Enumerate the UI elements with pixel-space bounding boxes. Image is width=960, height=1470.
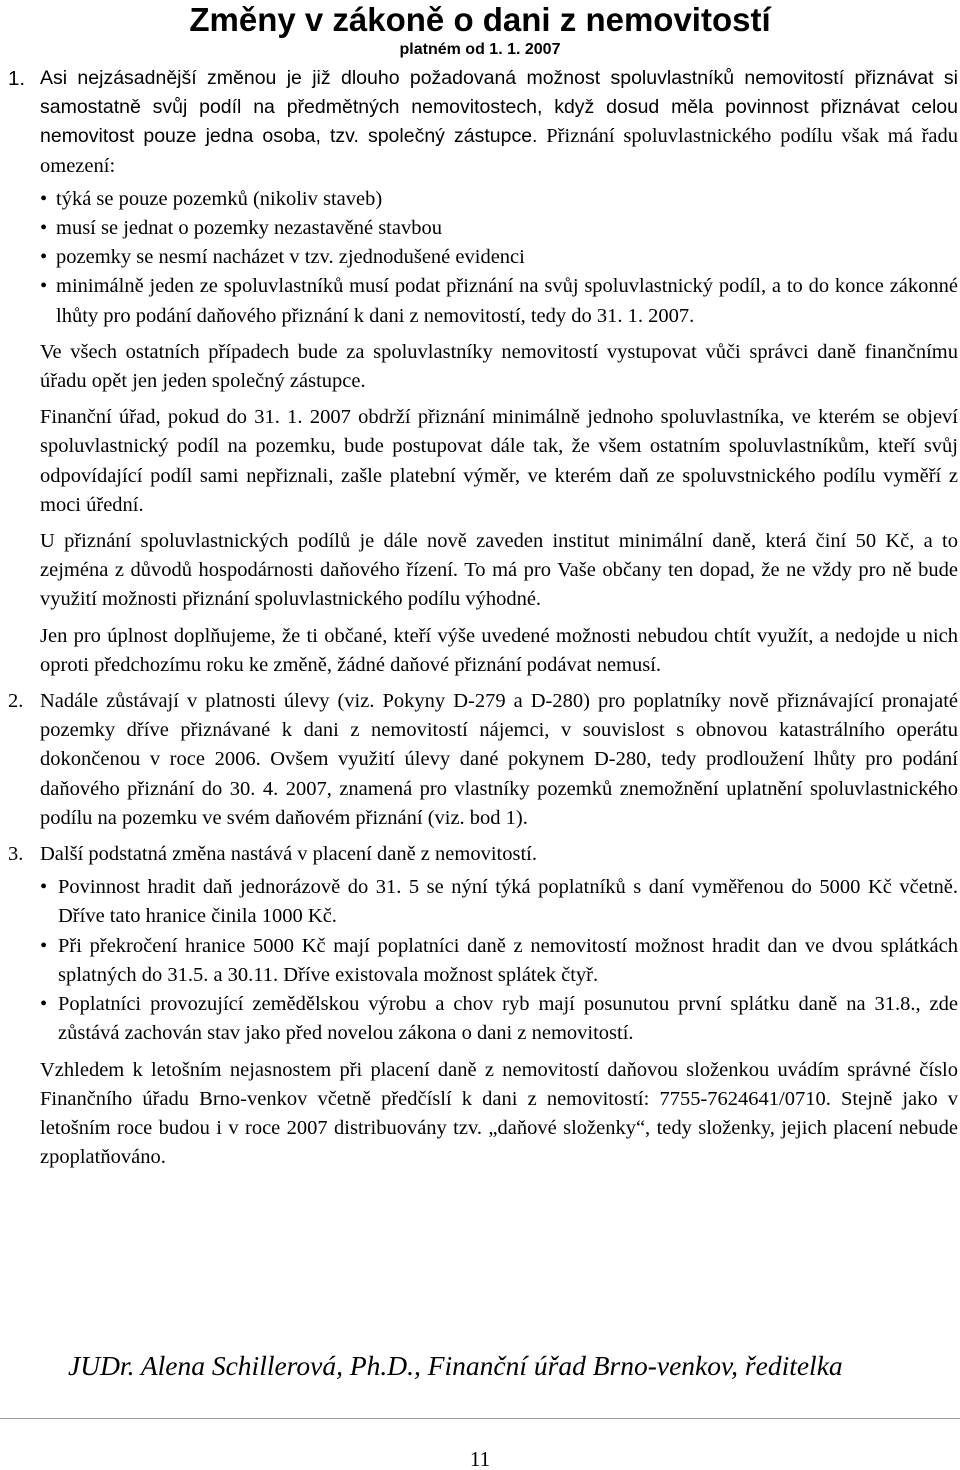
section-2 (8, 687, 958, 833)
paragraph: Další podstatná změna nastává v placení daně z nemovitostí. (40, 843, 537, 866)
section-content (40, 64, 958, 680)
section-content (40, 687, 958, 833)
lead-text: Asi nejzásadnější změnou je již dlouho požadovaná možnost spoluvlastníků nemovitostí přiznávat si samostatně svůj podíl na předmětných nemovitostech, když dosud měla povinnost přiznávat celou nemovitost pouze jedna osoba, tzv. společný zástupce. (40, 67, 958, 148)
restriction-list (40, 185, 958, 331)
list-item: • Při překročení hranice 5000 Kč mají poplatníci daně z nemovitostí možnost hradit dan ve dvou splátkách splatných do 31.5. a 30.11. Dříve existovala možnost splátek čtyř. (40, 932, 958, 990)
paragraph: Vzhledem k letošním nejasnostem při placení daně z nemovitostí daňovou složenkou uvádím správné číslo Finančního úřadu Brno-venkov včetně předčíslí k dani z nemovitostí: 7755-7624641/0710. Stejně jako v letošním roce budou i v roce 2007 distribuovány tzv. „daňové složenky“, tedy složenky, jejich placení nebude zpoplatňováno. (40, 1058, 958, 1169)
section-number: 2. (8, 690, 24, 713)
page-title: Změny v zákoně o dani z nemovitostí (189, 1, 771, 38)
paragraph (40, 64, 958, 181)
lead-text-serif: Přiznání spoluvlastnického podílu však má řadu omezení: (40, 125, 959, 177)
list-item: • Poplatníci provozující zemědělskou výrobu a chov ryb mají posunutou první splátku daně na 31.8., zde zůstává zachován stav jako před novelou zákona o dani z nemovitostí. (40, 990, 958, 1048)
payment-list (40, 873, 958, 1048)
signature: JUDr. Alena Schillerová, Ph.D., Finanční úřad Brno-venkov, ředitelka (68, 1350, 843, 1381)
paragraph: Finanční úřad, pokud do 31. 1. 2007 obdrží přiznání minimálně jednoho spoluvlastníka, ve kterém se objeví spoluvlastnický podíl na pozemku, bude postupovat dále tak, že všem ostatním spoluvlastníkům, kteří svůj odpovídající podíl sami nepřiznali, zašle platební výměr, ve kterém daň ze spoluvstnického podílu vyměří z moci úřední. (40, 406, 958, 516)
section-1 (8, 64, 958, 680)
paragraph: Nadále zůstávají v platnosti úlevy (viz. Pokyny D-279 a D-280) pro poplatníky nově přiznávající pronajaté pozemky dříve přiznávané k dani z nemovitostí nájemci, v souvislost s obnovou katastrálního operátu dokončenou v roce 2006. Ovšem využití úlevy dané pokynem D-280, tedy prodloužení lhůty pro podání daňového přiznání do 30. 4. 2007, znamená pro vlastníky pozemků znemožnění uplatnění spoluvlastnického podílu na pozemku ve svém daňovém přiznání (viz. bod 1). (40, 690, 958, 829)
page-subtitle: platném od 1. 1. 2007 (399, 41, 561, 58)
section-content (40, 840, 958, 1172)
paragraph: Jen pro úplnost doplňujeme, že ti občané, kteří výše uvedené možnosti nebudou chtít využít, a nedojde u nich oproti předchozímu roku ke změně, žádné daňové přiznání podávat nemusí. (40, 624, 958, 676)
paragraph: Ve všech ostatních případech bude za spoluvlastníky nemovitostí vystupovat vůči správci daně finančnímu úřadu opět jen jeden společný zástupce. (40, 340, 958, 393)
list-item: • týká se pouze pozemků (nikoliv staveb) (40, 185, 958, 214)
list-item: • pozemky se nesmí nacházet v tzv. zjednodušené evidenci (40, 243, 958, 272)
section-number: 1. (8, 67, 26, 90)
list-item: • musí se jednat o pozemky nezastavěné stavbou (40, 214, 958, 243)
page-number: 11 (469, 1447, 491, 1470)
section-number: 3. (8, 843, 24, 866)
document-body (8, 64, 958, 1172)
list-item: • minimálně jeden ze spoluvlastníků musí podat přiznání na svůj spoluvlastnický podíl, a to do konce zákonné lhůty pro podání daňového přiznání k dani z nemovitostí, tedy do 31. 1. 2007. (40, 272, 958, 330)
section-3 (8, 840, 958, 1172)
list-item: • Povinnost hradit daň jednorázově do 31. 5 se nýní týká poplatníků s daní vyměřenou do 5000 Kč včetně. Dříve tato hranice činila 1000 Kč. (40, 873, 958, 931)
paragraph: U přiznání spoluvlastnických podílů je dále nově zaveden institut minimální daně, která činí 50 Kč, a to zejména z důvodů hospodárnosti daňového řízení. To má pro Vaše občany ten dopad, že ne vždy pro ně bude využití možnosti přiznání spoluvlastnického podílu výhodné. (40, 530, 958, 611)
footer-divider (0, 1418, 960, 1419)
